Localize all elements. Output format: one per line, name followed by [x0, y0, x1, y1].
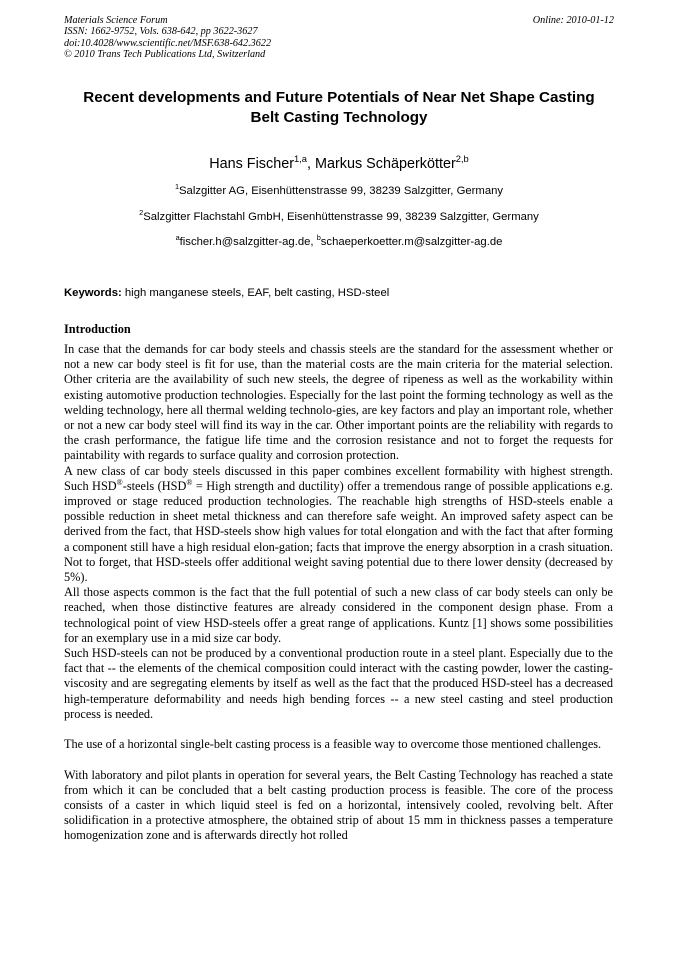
author-emails: [0, 233, 678, 248]
author-2-name: Markus Schäperkötter: [315, 156, 456, 172]
journal-name: Materials Science Forum: [64, 15, 168, 26]
doi-line: doi:10.4028/www.scientific.net/MSF.638-642.3622: [64, 37, 272, 49]
author-1-affil-mark: 1,a: [294, 154, 307, 165]
registered-mark: ®: [186, 477, 193, 487]
paragraph-2-part-a: A new class of car body steels discussed in this paper combines excellent formability with highest strength. Such HSD: [64, 463, 613, 493]
affiliation-2: [0, 208, 678, 223]
keywords-label: Keywords:: [64, 287, 122, 299]
paragraph-1: In case that the demands for car body steels and chassis steels are the standard for the assessment whether or not a new car body steel is fit for use, than the material costs are the main criteria for the material selection. Other criteria are the availability of such new steels, the degree of ripeness as well as the workability within existing automotive production technologies. Especially for the last point the forming technology as well as the welding technology, here all thermal welding technolo-gies, are key factors and play an important role, whether or not a new car body steel will find its way in the car. Other important points are the reliability with regards to the crash performance, the fatigue life time and the corrosion resistance and not to forget the requests for paintability with regards to surface quality and corrosion protection.: [64, 342, 613, 463]
paragraph-2: [64, 464, 613, 586]
affiliation-2-text: Salzgitter Flachstahl GmbH, Eisenhüttenstrasse 99, 38239 Salzgitter, Germany: [143, 211, 539, 223]
affiliation-1-mark: 1: [174, 182, 180, 192]
paragraph-2-part-c: = High strength and ductility) offer a tremendous range of possible applications e.g. improved or stage reduced production technologies. The reachable high strengths of HSD-steels enable a possible reduction in sheet metal thickness and can therefore safe weight. An improved safety aspect can be derived from the fact, that HSD-steels show high values for total elongation and with the fact that after forming a component still have a high residual elon-gation; facts that improve the energy absorption in a crash situation. Not to forget, that HSD-steels offer additional weight saving potential due to there lower density (decreased by 5%).: [64, 478, 613, 585]
email-a[interactable]: fischer.h@salzgitter-ag.de,: [179, 236, 317, 248]
affiliation-2-mark: 2: [139, 208, 144, 218]
paragraph-6: With laboratory and pilot plants in operation for several years, the Belt Casting Technology has reached a state from which it can be concluded that a belt casting production process is feasible. The core of the process consists of a caster in which liquid steel is fed on a horizontal, intensively cooled, revolving belt. After solidification in a protective atmosphere, the obtained strip of about 15 mm in thickness passes a temperature homogenization zone and is afterwards directly hot rolled: [64, 767, 613, 843]
author-list: [0, 156, 678, 172]
paragraph-5: The use of a horizontal single-belt casting process is a feasible way to overcome those mentioned challenges.: [64, 737, 602, 752]
keywords-text: high manganese steels, EAF, belt casting, HSD-steel: [121, 287, 390, 299]
keywords: [64, 287, 389, 299]
registered-mark: ®: [116, 477, 123, 487]
title-line-1: Recent developments and Future Potentials of Near Net Shape Casting: [83, 89, 595, 106]
section-heading-introduction: Introduction: [64, 322, 131, 336]
title-line-2: Belt Casting Technology: [250, 108, 428, 126]
affiliation-1: [0, 182, 678, 197]
copyright-line: © 2010 Trans Tech Publications Ltd, Switzerland: [64, 48, 266, 60]
email-a-mark: a: [175, 233, 180, 243]
author-2-affil-mark: 2,b: [455, 154, 469, 165]
issn-line: ISSN: 1662-9752, Vols. 638-642, pp 3622-3627: [64, 26, 258, 38]
paragraph-4: Such HSD-steels can not be produced by a conventional production route in a steel plant. Especially due to the fact that -- the elements of the chemical composition could interact with the casting powder, lower the casting-viscosity and are segregating elements by itself as well as the fact that the produced HSD-steel has a decreased high-temperature deformability and needs high bending forces -- a new steel casting and steel production process is needed.: [64, 646, 613, 721]
introduction-body: [64, 342, 613, 844]
author-separator: ,: [307, 156, 315, 172]
author-1-name: Hans Fischer: [209, 156, 294, 172]
online-date: Online: 2010-01-12: [532, 15, 614, 26]
email-b-mark: b: [316, 233, 321, 243]
affiliation-1-text: Salzgitter AG, Eisenhüttenstrasse 99, 38239 Salzgitter, Germany: [179, 185, 504, 197]
paragraph-3: All those aspects common is the fact that the full potential of such a new class of car body steels can only be reached, when those distinctive features are already considered in the component design phase. From a technological point of view HSD-steels offer a great range of applications. Kuntz [1] shows some possibilities for an exemplary use in a mid size car body.: [64, 585, 613, 645]
email-b[interactable]: schaeperkoetter.m@salzgitter-ag.de: [320, 236, 503, 248]
paper-title: [40, 88, 638, 127]
running-header: [64, 15, 614, 60]
paragraph-2-part-b: -steels (HSD: [122, 478, 187, 493]
